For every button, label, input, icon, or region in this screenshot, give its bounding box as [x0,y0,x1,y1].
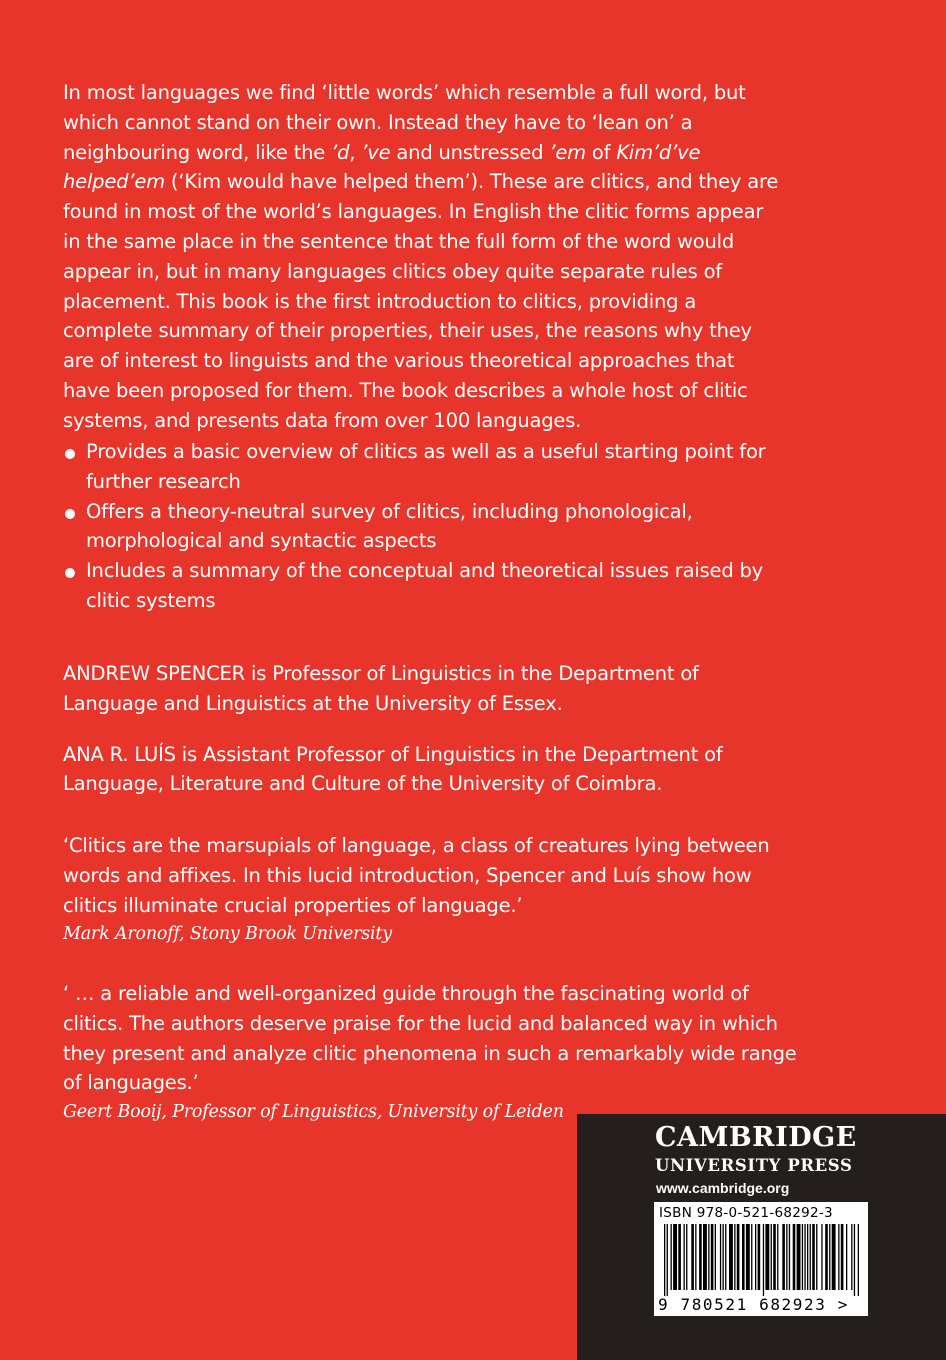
blurb-text-4: (‘Kim would have helped them’). These are clitics, and they are found in most of the world’s languages. In English the clitic forms appear in the same place in the sentence that the full form of the word would appear in, but in many languages clitics obey quite separate rules of placement. This book is the first introduction to clitics, providing a complete summary of their properties, their uses, the reasons why they are of interest to linguists and the various theoretical approaches that have been proposed for them. The book describes a whole host of clitic systems, and presents data from over 100 languages. [63,170,779,432]
barcode-bar [695,1224,696,1290]
isbn-label: ISBN 978-0-521-68292-3 [659,1205,833,1221]
author-bios [63,659,783,820]
barcode-bar [838,1224,839,1290]
list-item-text: Provides a basic overview of clitics as well as a useful starting point for further research [86,440,766,493]
barcode-bar [720,1224,721,1290]
list-item-text: Includes a summary of the conceptual and theoretical issues raised by clitic systems [86,559,764,612]
barcode-bar [765,1224,769,1290]
barcode-bar [771,1224,772,1290]
barcode-bar [782,1224,785,1290]
barcode-icon [662,1224,860,1296]
barcode-bar [816,1224,817,1290]
barcode-bar [763,1224,764,1296]
blurb-text-1: In most languages we find ‘little words’ which resemble a full word, but which cannot stand on their own. Instead they have to ‘lean on’ a neighbouring word, like the [63,81,746,164]
list-item [63,437,783,497]
barcode-bar [691,1224,694,1290]
barcode-bar [829,1224,830,1290]
barcode-bar [715,1224,716,1290]
barcode-bar [664,1224,665,1296]
barcode-bar [797,1224,801,1290]
barcode-bar [854,1224,855,1296]
barcode-bar [832,1224,836,1290]
barcode-bar [802,1224,803,1290]
barcode-bar [703,1224,707,1290]
quote-text: ‘ … a reliable and well-organized guide through the fascinating world of clitics. The authors deserve praise for the lucid and balanced way in which they present and analyze clitic phenomena in such a remarkably wide range of languages.’ [63,982,797,1095]
barcode-bar [758,1224,761,1290]
barcode-bar [841,1224,844,1290]
quote-text: ‘Clitics are the marsupials of language, a class of creatures lying between words and affixes. In this lucid introduction, Spencer and Luís show how clitics illuminate crucial properties of language.’ [63,834,770,917]
barcode-bar [793,1224,796,1290]
list-item [63,497,783,557]
barcode-bar [777,1224,778,1290]
barcode-bar [821,1224,822,1290]
blurb-italic-d: ’d [331,140,350,164]
barcode-bar [725,1224,726,1290]
barcode-bar [807,1224,808,1290]
publisher-url: www.cambridge.org [656,1180,790,1196]
quote-attribution: Mark Aronoff, Stony Brook University [63,924,392,945]
publisher-subtitle: UNIVERSITY PRESS [655,1156,853,1175]
review-quote [63,979,803,1126]
barcode-bar [737,1224,740,1290]
bullet-dot-icon [65,568,75,578]
barcode-bar [812,1224,815,1290]
barcode-bar [699,1224,702,1290]
barcode-bar [723,1224,724,1290]
publisher-name: CAMBRIDGE [655,1122,857,1153]
blurb-sep: , [349,140,362,164]
barcode-bar [673,1224,677,1290]
blurb-italic-ve: ’ve [361,140,391,164]
barcode-bar [755,1224,756,1290]
barcode-bar [678,1224,681,1290]
bullet-dot-icon [65,509,75,519]
barcode-bar [708,1224,709,1290]
barcode-bar [684,1224,685,1290]
barcode-bar [686,1224,687,1290]
author-bio-luis: ANA R. LUÍS is Assistant Professor of Linguistics in the Department of Language, Literature and Culture of the University of Coimbra. [63,742,723,796]
barcode-bar [773,1224,776,1290]
barcode-panel [654,1202,868,1316]
barcode-bar [810,1224,811,1290]
list-item [63,556,783,616]
blurb-italic-em: ’em [549,140,586,164]
barcode-bar [789,1224,790,1290]
barcode-bar [751,1224,752,1290]
barcode-bar [734,1224,735,1290]
barcode-bar [786,1224,787,1290]
list-item-text: Offers a theory-neutral survey of clitics, including phonological, morphological and syntactic aspects [86,499,693,553]
blurb-text-2: and unstressed [390,140,550,164]
barcode-bar [667,1224,668,1296]
barcode-bar [825,1224,828,1290]
review-quote [63,831,803,948]
bullet-dot-icon [65,449,75,459]
barcode-bar [742,1224,745,1290]
barcode-bar [851,1224,852,1290]
barcode-bar [729,1224,733,1290]
barcode-bar [804,1224,805,1290]
author-bio-spencer: ANDREW SPENCER is Professor of Linguistics in the Department of Language and Linguistics at the University of Essex. [63,662,699,715]
barcode-bar [671,1224,672,1290]
barcode-bar [711,1224,714,1290]
quote-attribution: Geert Booij, Professor of Linguistics, University of Leiden [63,1102,564,1123]
blurb-italic-example: Kim’d’ve helped’em [63,140,701,194]
barcode-digits: 9 780521 682923 > [658,1295,849,1314]
barcode-bar [746,1224,750,1290]
feature-list [63,437,783,616]
description-paragraph [63,78,783,436]
barcode-bar [858,1224,859,1296]
blurb-text-3: of [585,140,617,164]
barcode-bar [846,1224,847,1290]
